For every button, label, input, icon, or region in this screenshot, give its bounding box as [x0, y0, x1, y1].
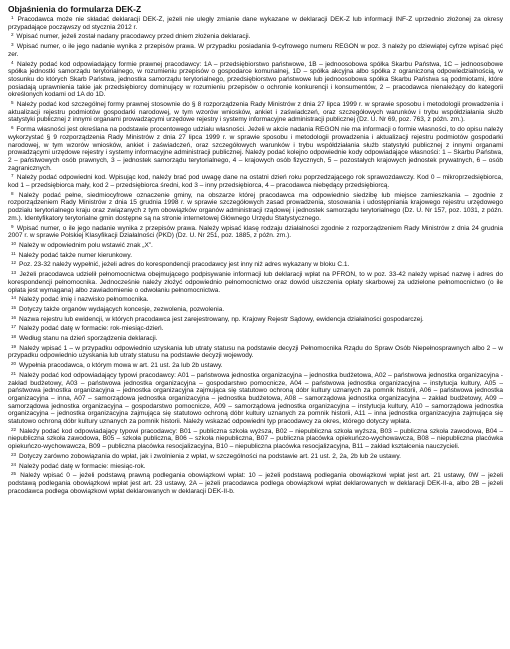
footnote-text: Należy podać datę w formacie: miesiąc-rok. — [18, 462, 146, 470]
footnote-text: Wpisać numer, o ile jego nadanie wynika z przepisów prawa. W przypadku posiadania 9-cyfrowego numeru REGON w poz. 3 należy po dziewiątej cyfrze wpisać pięć zer. — [8, 43, 503, 58]
footnote-number: 25 — [11, 471, 17, 477]
footnote-item — [8, 325, 503, 333]
footnote-text: Nazwa rejestru lub ewidencji, w których pracodawca jest zarejestrowany, np. Krajowy Rejestr Sądowy, ewidencja działalności gospodarczej. — [18, 315, 424, 323]
footnote-text: Należy podać także numer kierunkowy. — [18, 251, 133, 259]
footnote-number: 17 — [11, 324, 17, 330]
footnote-item — [8, 345, 503, 360]
footnote-number: 9 — [11, 223, 14, 229]
footnote-text: Należy podać kod odpowiadający typowi pracodawcy: A01 – państwowa jednostka organizacyjna – jednostka budżetowa, A02 – państwowa jednostka organizacyjna - zakład budżetowy, A03 – państwowa jednostka organizacyjna – gospodarstwo pomocnicze, A04 – państwowa jednostka organizacyjna – instytucja kultury, A05 – państwowa jednostka organizacyjna – jednostka organizacyjna zajmująca się statutowo ochroną dóbr kultury uznanych za pomnik historii, A06 – państwowa jednostka organizacyjna – inna, A07 – samorządowa jednostka organizacyjna – jednostka budżetowa, A08 – samorządowa jednostka organizacyjna – zakład budżetowy, A09 – samorządowa jednostka organizacyjna – gospodarstwo pomocnicze, A09 – samorządowa jednostka organizacyjna – instytucja kultury, A10 – samorządowa jednostka organizacyjna – jednostka organizacyjna zajmująca się statutowo ochroną dóbr kultury uznanych za pomnik historii, A11 – inna jednostka organizacyjna zajmująca się statutowo ochroną dóbr kultury uznanych za pomnik historii. Należy wskazać odpowiedni typ pracodawcy za okres, którego dotyczy wpłata. — [8, 371, 503, 426]
footnote-item — [8, 472, 503, 495]
footnote-item — [8, 335, 503, 343]
footnote-item — [8, 16, 503, 31]
footnote-number: 3 — [11, 42, 14, 48]
footnote-item — [8, 453, 503, 461]
footnote-number: 23 — [11, 451, 17, 457]
footnote-item — [8, 252, 503, 260]
footnote-item — [8, 372, 503, 426]
footnote-item — [8, 33, 503, 41]
footnote-number: 10 — [11, 240, 17, 246]
page-title: Objaśnienia do formularza DEK-Z — [8, 4, 142, 14]
footnote-item — [8, 192, 503, 223]
footnote-number: 14 — [11, 295, 17, 301]
footnote-number: 5 — [11, 100, 14, 106]
footnote-number: 4 — [11, 59, 14, 65]
footnote-text: Należy podać imię i nazwisko pełnomocnika. — [18, 296, 149, 304]
footnote-text: Należy podać datę w formacie: rok-miesiąc-dzień. — [18, 325, 164, 333]
footnote-text: Dotyczy zarówno zobowiązania do wpłat, jak i zwolnienia z wpłat, w szczególności na podstawie art. 21 ust. 2, 2a, 2b lub 2e ustawy. — [18, 452, 401, 460]
footnote-text: Wpisać numer, jeżeli został nadany pracodawcy przed dniem złożenia deklaracji. — [16, 33, 251, 41]
footnote-text: Poz. 23-32 należy wypełnić, jeżeli adres do korespondencji pracodawcy jest inny niż adres wykazany w bloku C.1. — [18, 261, 350, 269]
footnote-text: Pracodawca może nie składać deklaracji DEK-Z, jeżeli nie uległy zmianie dane wykazane w deklaracji DEK-Z lub informacji INF-Z uprzednio złożonej za okresy przypadające począwszy od stycznia 2012 r. — [8, 16, 503, 31]
footnote-number: 20 — [11, 361, 17, 367]
footnote-number: 12 — [11, 260, 17, 266]
footnote-item — [8, 43, 503, 58]
footnote-text: Jeżeli pracodawca udzielił pełnomocnictwa obejmującego podpisywanie informacji lub deklaracji wpłat na PFRON, to w poz. 33-42 należy wpisać nazwę i adres do korespondencji pełnomocnika. Jednocześnie należy złożyć odpowiednio pełnomocnictwo oraz dowód uiszczenia opłaty skarbowej za udzielone pełnomocnictwo (o ile opłata jest wymagana) albo zawiadomienie o odwołaniu pełnomocnictwa. — [8, 271, 503, 294]
footnote-item — [8, 316, 503, 324]
footnote-text: Należy podać odpowiedni kod. Wpisując kod, należy brać pod uwagę dane na ostatni dzień roku poprzedzającego rok sprawozdawczy. Kod 0 – mikroprzedsiębiorca, kod 1 – przedsiębiorca mały, kod 2 – przedsiębiorca średni, kod 3 – inny przedsiębiorca, 4 – pracodawca niebędący przedsiębiorcą. — [8, 174, 503, 190]
footnote-text: Należy podać kod odpowiadający typowi pracodawcy: B01 – publiczna szkoła wyższa, B02 – niepubliczna szkoła wyższa, B03 – publiczna szkoła zawodowa, B04 – niepubliczna szkoła zawodowa, B05 – szkoła publiczna, B06 – szkoła niepubliczna, B07 – publiczna placówka opiekuńczo-wychowawcza, B08 – niepubliczna placówka opiekuńczo-wychowawcza, B09 – publiczna placówka resocjalizacyjna, B10 – niepubliczna placówka resocjalizacyjna, B11 – zakład kształcenia nauczycieli. — [8, 427, 503, 451]
footnote-text: Wypełnia pracodawca, o którym mowa w art. 21 ust. 2a lub 2b ustawy. — [18, 362, 223, 370]
footnote-text: Wpisać numer, o ile jego nadanie wynika z przepisów prawa. Należy wpisać klasę rodzaju działalności zgodnie z rozporządzeniem Rady Ministrów z dnia 24 grudnia 2007 r. w sprawie Polskiej Klasyfikacji Działalności (PKD) (Dz. U. Nr 251, poz. 1885, z późn. zm.). — [8, 224, 503, 240]
footnote-number: 22 — [11, 426, 17, 432]
footnote-item — [8, 261, 503, 269]
footnote-text: Według stanu na dzień sporządzenia deklaracji. — [18, 335, 158, 343]
footnote-item — [8, 126, 503, 172]
footnote-item — [8, 225, 503, 240]
footnote-text: Należy w odpowiednim polu wstawić znak „X”. — [18, 241, 153, 249]
footnote-number: 7 — [11, 173, 14, 179]
footnote-item — [8, 271, 503, 294]
footnote-list — [8, 16, 503, 495]
footnote-item — [8, 306, 503, 314]
footnote-item — [8, 242, 503, 250]
footnote-text: Należy wpisać 1 – w przypadku odpowiednio uzyskania lub utraty statusu na podstawie decyzji Pełnomocnika Rządu do Spraw Osób Niepełnosprawnych albo 2 – w przypadku odpowiednio uzyskania lub utraty statusu na podstawie decyzji wojewody. — [8, 344, 503, 360]
footnote-text: Forma własności jest określana na podstawie procentowego udziału własności. Jeżeli w akcie nadania REGON nie ma informacji o formie własności, to do opisu należy wykorzystać § 9 rozporządzenia Rady Ministrów z dnia 27 lipca 1999 r. w sprawie sposobu i metodologii prowadzenia i aktualizacji rejestru podmiotów gospodarki narodowej, w tym wzorów wniosków, ankiet i zaświadczeń, oraz szczegółowych warunków i trybu współdziałania służb statystyki publicznej z innymi organami prowadzącymi urzędowe rejestry i systemy informacyjne administracji publicznej. Należy podać kolejno odpowiednie kody odpowiadające własności: 1 – Skarbu Państwa, 2 – państwowych osób prawnych, 3 – jednostek samorządu terytorialnego, 4 – krajowych osób fizycznych, 5 – pozostałych krajowych jednostek prywatnych, 6 – osób zagranicznych. — [8, 126, 503, 172]
footnote-number: 15 — [11, 304, 17, 310]
footnote-text: Należy podać pełne, siedmiocyfrowe oznaczenie gminy, na obszarze której pracodawca ma odpowiednio siedzibę lub miejsce zamieszkania – zgodnie z rozporządzeniem Rady Ministrów z dnia 15 grudnia 1998 r. w sprawie szczegółowych zasad prowadzenia, stosowania i udostępniania krajowego rejestru urzędowego podziału terytorialnego kraju oraz związanych z tym obowiązków organów administracji rządowej i jednostek samorządu terytorialnego (Dz. U. Nr 157, poz. 1031, z późn. zm.). Identyfikatory terytorialne gmin dostępne są na stronie internetowej Głównego Urzędu Statystycznego. — [8, 191, 504, 222]
footnote-text: Należy podać kod odpowiadający formie prawnej pracodawcy: 1A – przedsiębiorstwo państwowe, 1B – jednoosobowa spółka Skarbu Państwa, 1C – jednoosobowe spółka jednostki samorządu terytorialnego, w rozumieniu przepisów o gospodarce komunalnej, 1D – spółka akcyjna albo spółka z ograniczoną odpowiedzialnością, w stosunku do których Skarb Państwa, jednostka samorządu terytorialnego, przedsiębiorstwo państwowe lub jednoosobowa spółka Skarbu Państwa są podmiotami, które posiadają uprawnienia takie jak przedsiębiorcy dominujący w rozumieniu przepisów o ochronie konkurencji i konsumentów, 2 – pracodawca nienależący do kategorii określonych kodami od 1A do 1D. — [8, 60, 503, 99]
footnote-number: 8 — [11, 190, 14, 196]
footnote-item — [8, 463, 503, 471]
footnote-text: Należy wpisać 0 – jeżeli podstawą prawną podlegania obowiązkowi wpłat: 10 – jeżeli podstawą podlegania obowiązkowi wpłat jest art. 21 ustawy, 0W – jeżeli podstawą podlegania obowiązkowi wpłat jest art. 23 ustawy, 2A – jeżeli pracodawca podlega obowiązkowi wpłat deklarowanych w deklaracji DEK-II-a, albo 2B – jeżeli pracodawca podlega obowiązkowi wpłat deklarowanych w deklaracji DEK-II-b. — [8, 472, 503, 495]
footnote-number: 11 — [11, 250, 16, 256]
footnote-text: Dotyczy także organów wydających koncesje, zezwolenia, pozwolenia. — [18, 305, 225, 313]
footnote-item — [8, 61, 503, 100]
footnote-item — [8, 428, 503, 451]
footnote-number: 19 — [11, 343, 17, 349]
footnote-number: 21 — [11, 370, 17, 376]
footnote-text: Należy podać kod szczególnej formy prawnej stosownie do § 8 rozporządzenia Rady Ministrów z dnia 27 lipca 1999 r. w sprawie sposobu i metodologii prowadzenia i aktualizacji rejestru podmiotów gospodarki narodowej, w tym wzorów wniosków, ankiet i zaświadczeń, oraz szczegółowych warunków i trybu współdziałania służb statystyki publicznej z innymi organami prowadzącymi urzędowe rejestry i systemy informacyjne administracji publicznej (Dz. U. Nr 69, poz. 763, z późn. zm.). — [8, 101, 503, 124]
footnote-number: 24 — [11, 461, 17, 467]
footnote-number: 18 — [11, 334, 17, 340]
footnote-number: 13 — [11, 270, 17, 276]
footnote-item — [8, 101, 503, 124]
footnote-item — [8, 174, 503, 189]
footnote-number: 1 — [11, 15, 14, 20]
footnote-number: 6 — [11, 125, 14, 131]
footnote-number: 2 — [11, 32, 14, 38]
footnote-item — [8, 296, 503, 304]
footnote-number: 16 — [11, 314, 17, 320]
footnote-item — [8, 362, 503, 370]
